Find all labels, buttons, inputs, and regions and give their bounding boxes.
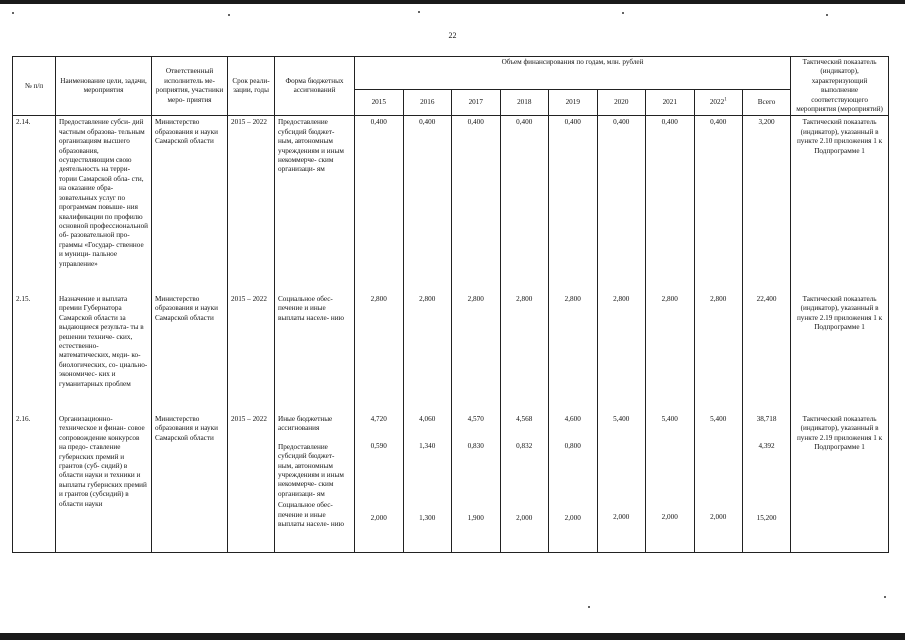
row-indicator: Тактический показатель (индикатор), указанный в пункте 2.19 приложения 1 к Подпрограмме 1 [791, 413, 889, 553]
value-column [597, 413, 646, 553]
row-number: 2.14. [13, 116, 56, 293]
row-indicator: Тактический показатель (индикатор), указанный в пункте 2.19 приложения 1 к Подпрограмме 1 [791, 293, 889, 413]
scan-speck [418, 11, 420, 13]
top-scan-border [0, 0, 905, 4]
header-executor: Ответственный исполнитель ме- роприятия, участники меро- приятия [152, 57, 228, 116]
value-cell: 4,570 [467, 414, 484, 423]
value-cell: 5,400 [710, 414, 727, 423]
value-column [355, 413, 404, 553]
header-term: Срок реали- зации, годы [228, 57, 275, 116]
header-year: 2021 [646, 89, 695, 116]
total-cell: 4,392 [758, 442, 775, 451]
value-cell: 0,400 [355, 116, 404, 293]
value-cell: 0,400 [597, 116, 646, 293]
scan-speck [622, 12, 624, 14]
value-cell: 1,900 [467, 513, 484, 522]
value-cell: 4,568 [516, 414, 533, 423]
scan-speck [588, 606, 590, 608]
value-column [403, 413, 452, 553]
row-executor: Министерство образования и науки Самарской области [152, 293, 228, 413]
value-cell: 0,400 [403, 116, 452, 293]
row-form: Социальное обес- печение и иные выплаты населе- нию [278, 501, 344, 528]
value-cell: 2,800 [452, 293, 501, 413]
total-cell: 3,200 [743, 116, 791, 293]
row-form: Иные бюджетные ассигнования [278, 414, 333, 433]
value-cell: 2,800 [403, 293, 452, 413]
row-executor: Министерство образования и науки Самарской области [152, 116, 228, 293]
page-number: 22 [448, 31, 457, 40]
header-year: 2015 [355, 89, 404, 116]
scan-speck [12, 12, 14, 14]
value-cell: 2,800 [500, 293, 549, 413]
value-column [500, 413, 549, 553]
row-name: Предоставление субси- дий частным образова- тельным организациям высшего образования, осуществляющим свою деятельность на терри- тории Самарской обла- сти, на оказание обра- зовательных услуг по программам повыше- ния квалификации по профилю основной профессиональной об- разовательной про- граммы «Государ- ственное и муници- пальное управление» [56, 116, 152, 293]
row-forms [275, 413, 355, 553]
value-column [452, 413, 501, 553]
value-cell: 2,000 [564, 513, 581, 522]
header-financing: Объем финансирования по годам, млн. рублей [355, 57, 791, 90]
footnote-mark: 1 [724, 97, 727, 103]
value-cell: 2,800 [355, 293, 404, 413]
value-cell: 2,800 [597, 293, 646, 413]
row-term: 2015 – 2022 [228, 413, 275, 553]
value-cell: 2,000 [613, 513, 630, 522]
value-cell: 2,000 [370, 513, 387, 522]
table-row [13, 116, 889, 293]
header-year: 2018 [500, 89, 549, 116]
row-term: 2015 – 2022 [228, 116, 275, 293]
value-cell: 0,400 [452, 116, 501, 293]
value-cell: 2,000 [516, 513, 533, 522]
value-cell: 0,832 [516, 442, 533, 451]
row-form: Социальное обес- печение и иные выплаты населе- нию [275, 293, 355, 413]
value-cell: 1,340 [419, 442, 436, 451]
total-cell: 22,400 [743, 293, 791, 413]
total-cell: 38,718 [756, 414, 777, 423]
value-cell: 1,300 [419, 513, 436, 522]
financing-table [12, 56, 889, 553]
header-year: 2020 [597, 89, 646, 116]
header-year: 2022$^1$ [694, 89, 743, 116]
total-column [743, 413, 791, 553]
value-cell: 0,400 [646, 116, 695, 293]
value-column [694, 413, 743, 553]
scan-speck [228, 14, 230, 16]
header-no: № п/п [13, 57, 56, 116]
total-cell: 15,200 [756, 513, 777, 522]
value-column [646, 413, 695, 553]
value-cell: 0,590 [370, 442, 387, 451]
value-cell: 0,400 [500, 116, 549, 293]
value-cell: 5,400 [661, 414, 678, 423]
row-form: Предоставление субсидий бюджет- ным, автономным учреждениям и иным некоммерче- ским организаци- ям [278, 442, 344, 498]
row-name: Назначение и выплата премии Губернатора Самарской области за выдающиеся результа- ты в решении техниче- ских, естественно- математических, меди- ко-биологических, со- циально-экономичес- ких и гуманитарных проблем [56, 293, 152, 413]
value-cell: 5,400 [613, 414, 630, 423]
value-cell: 0,400 [694, 116, 743, 293]
row-executor: Министерство образования и науки Самарской области [152, 413, 228, 553]
header-form: Форма бюджетных ассигнований [275, 57, 355, 116]
scan-speck [826, 14, 828, 16]
value-cell: 0,800 [564, 442, 581, 451]
header-indicator: Тактический показатель (индикатор), характеризующий выполнение соответствующего мероприятия (мероприятий) [791, 57, 889, 116]
value-column [549, 413, 598, 553]
row-name: Организационно- техническое и финан- совое сопровождение конкурсов на предо- ставление губернских премий и грантов (суб- сидий) в области науки и техники и выплаты губернских премий и грантов (субсидий) в области науки [56, 413, 152, 553]
value-cell: 0,830 [467, 442, 484, 451]
table-row [13, 293, 889, 413]
value-cell: 2,000 [710, 513, 727, 522]
table-row [13, 413, 889, 553]
row-number: 2.15. [13, 293, 56, 413]
row-term: 2015 – 2022 [228, 293, 275, 413]
header-name: Наименование цели, задачи, мероприятия [56, 57, 152, 116]
value-cell: 4,600 [564, 414, 581, 423]
header-year: 2019 [549, 89, 598, 116]
value-cell: 2,800 [646, 293, 695, 413]
value-cell: 4,720 [370, 414, 387, 423]
row-form: Предоставление субсидий бюджет- ным, автономным учреждениям и иным некоммерче- ским организаци- ям [275, 116, 355, 293]
row-number: 2.16. [13, 413, 56, 553]
value-cell: 4,060 [419, 414, 436, 423]
header-year: 2016 [403, 89, 452, 116]
value-cell: 2,800 [694, 293, 743, 413]
scan-speck [884, 596, 886, 598]
value-cell: 2,800 [549, 293, 598, 413]
bottom-scan-border [0, 633, 905, 640]
header-total: Всего [743, 89, 791, 116]
value-cell: 2,000 [661, 513, 678, 522]
row-indicator: Тактический показатель (индикатор), указанный в пункте 2.10 приложения 1 к Подпрограмме 1 [791, 116, 889, 293]
header-year: 2017 [452, 89, 501, 116]
value-cell: 0,400 [549, 116, 598, 293]
